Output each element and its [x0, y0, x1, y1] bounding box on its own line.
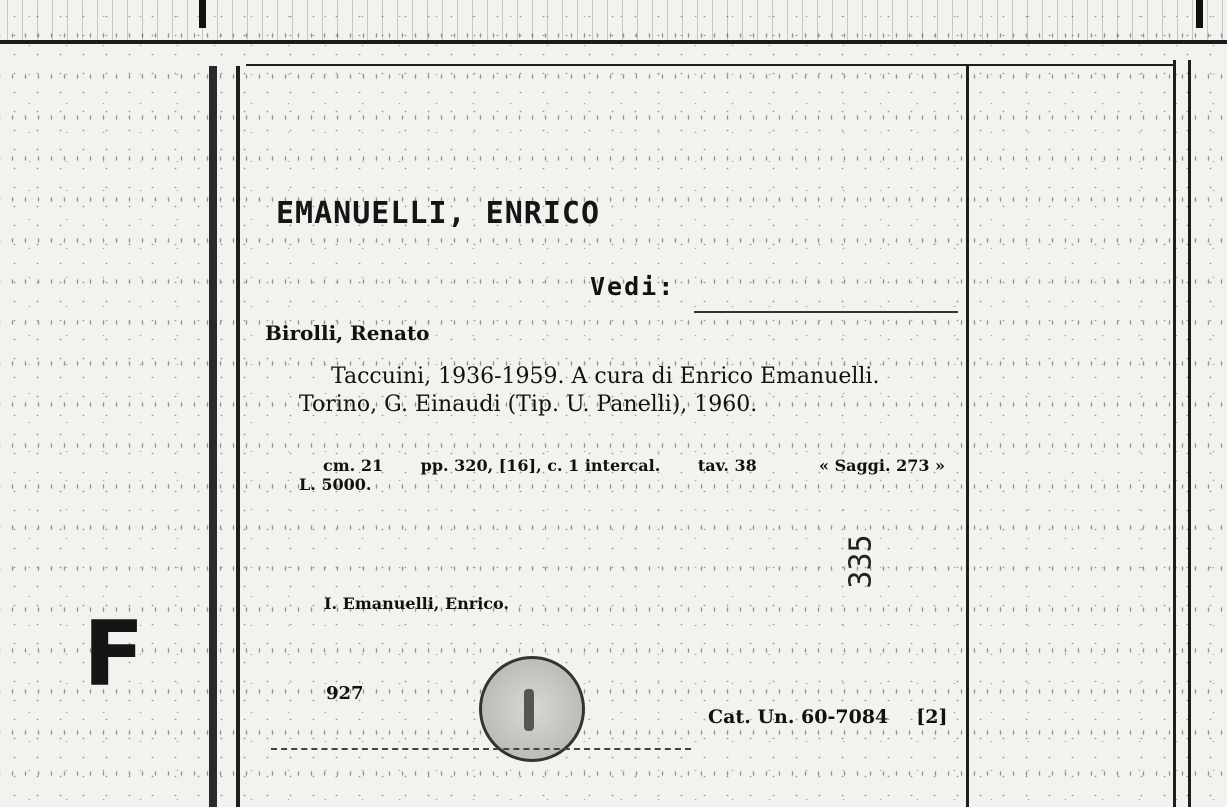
top-card-edge	[0, 0, 1227, 44]
left-card-edge	[209, 66, 217, 807]
bottom-dashed-rule	[271, 748, 691, 750]
class-number: 927	[326, 683, 364, 704]
see-reference-rule	[694, 311, 958, 313]
library-seal	[479, 656, 585, 762]
subject-entry: I. Emanuelli, Enrico.	[324, 594, 509, 613]
catalog-reference	[708, 706, 947, 728]
catalog-ref-number: Cat. Un. 60-7084	[708, 706, 889, 728]
next-card-edge	[1173, 60, 1176, 807]
collation	[299, 456, 789, 494]
seal-figure	[524, 689, 534, 731]
author-entry: Birolli, Renato	[265, 321, 430, 345]
title-line-2: Torino, G. Einaudi (Tip. U. Panelli), 1960.	[299, 392, 758, 417]
collation-pages: pp. 320, [16], c. 1 intercal.	[420, 456, 661, 475]
title-statement	[299, 363, 959, 419]
collation-series: « Saggi. 273 »	[819, 456, 946, 475]
stamped-number: 335	[843, 534, 879, 589]
drawer-letter: F	[83, 602, 145, 707]
collation-price: L. 5000.	[299, 475, 372, 494]
card-left-border	[236, 66, 240, 807]
see-reference-label: Vedi:	[590, 272, 676, 301]
card-heading: EMANUELLI, ENRICO	[276, 196, 601, 231]
far-right-edge	[1188, 60, 1191, 807]
collation-size: cm. 21	[323, 456, 384, 475]
top-notch-left	[199, 0, 206, 28]
collation-plates: tav. 38	[697, 456, 757, 475]
catalog-card	[246, 66, 966, 807]
card-right-border	[966, 66, 969, 807]
copy-count: [2]	[916, 706, 948, 728]
top-notch-right	[1196, 0, 1203, 28]
title-line-1: Taccuini, 1936-1959. A cura di Enrico Emanuelli.	[331, 364, 880, 389]
